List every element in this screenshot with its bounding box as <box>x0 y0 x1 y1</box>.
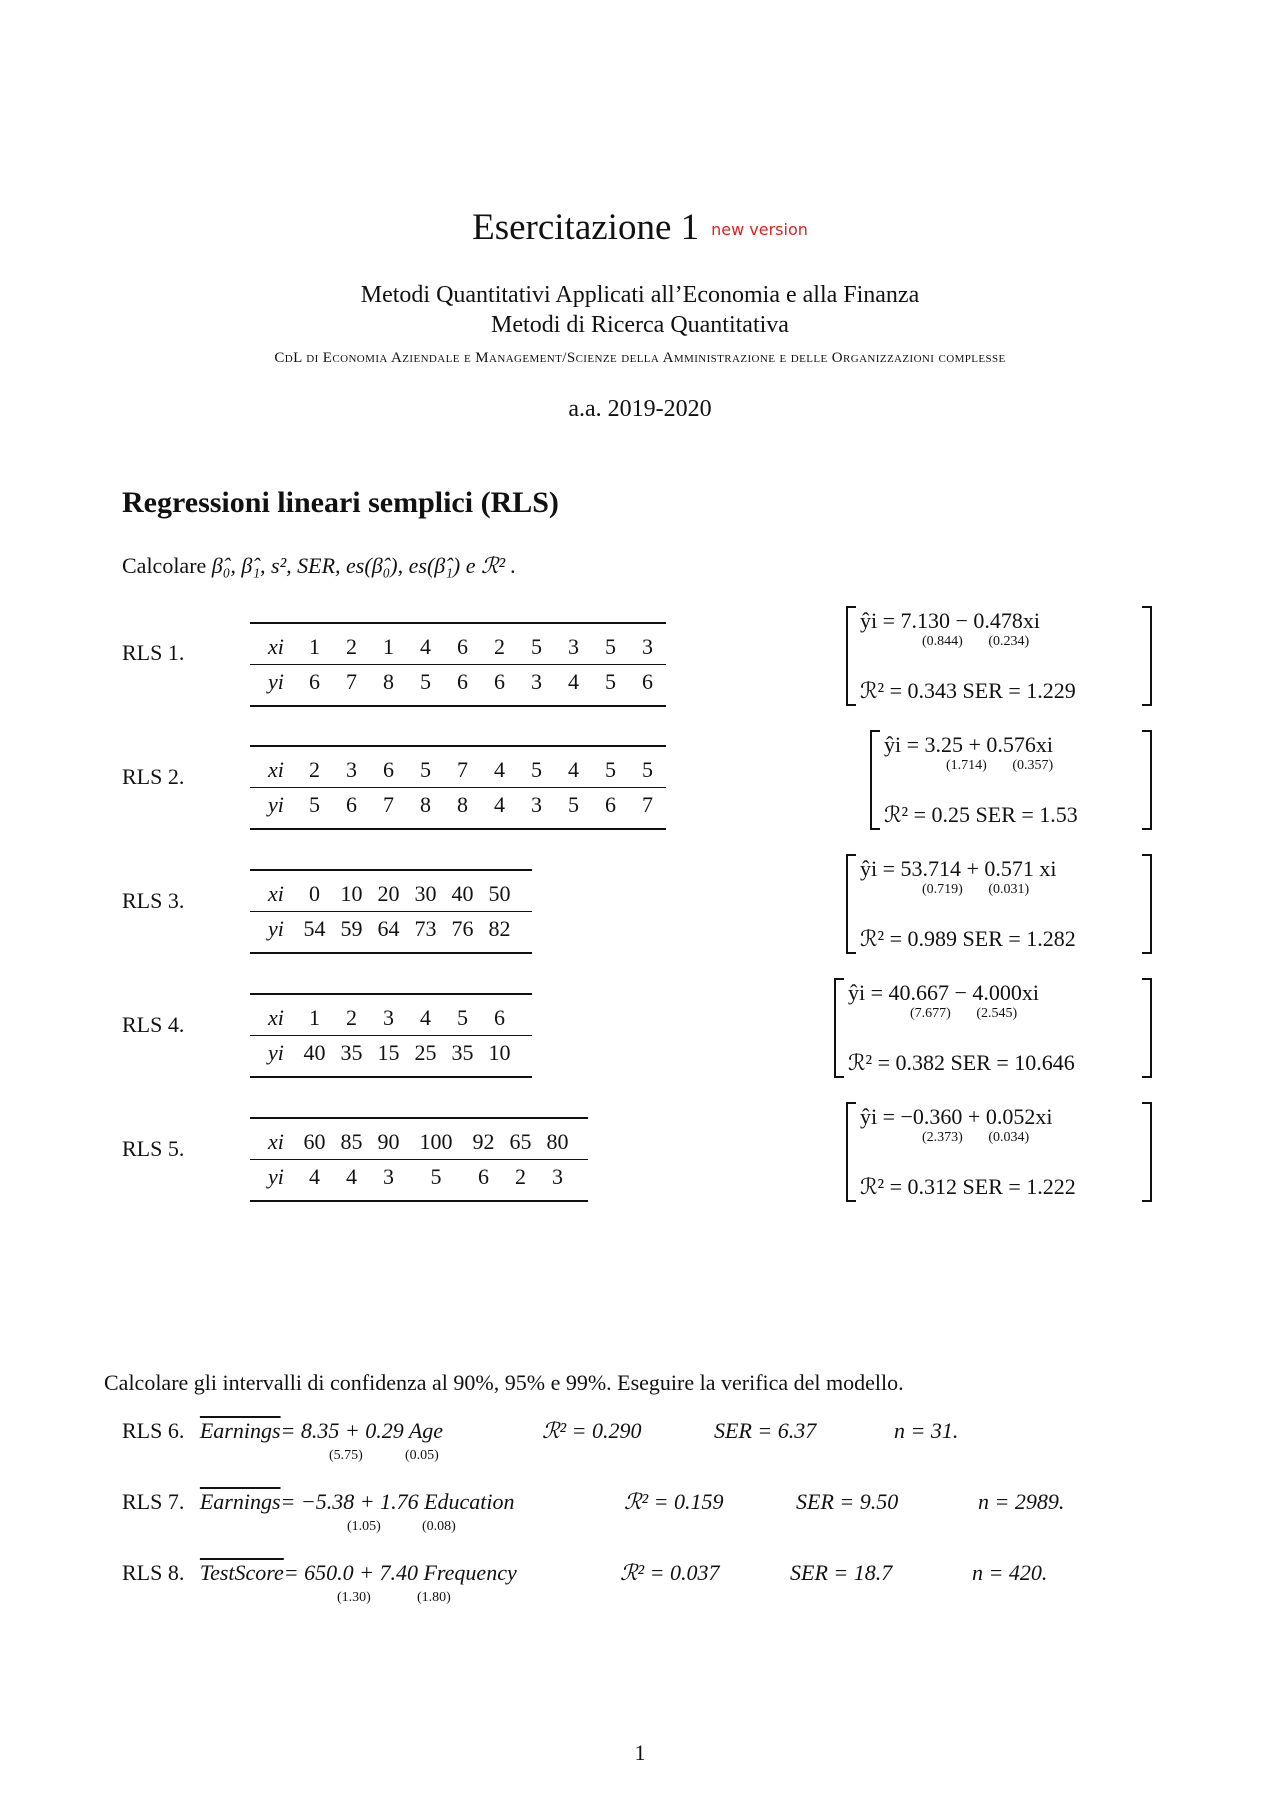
x-value: 80 <box>539 1118 576 1160</box>
y-value: 3 <box>383 1164 394 1189</box>
sample-size: n = 420. <box>972 1560 1048 1585</box>
y-value: 4 <box>568 669 579 694</box>
exercise-label: RLS 4. <box>122 1012 185 1037</box>
solution-box <box>834 978 1152 1078</box>
exercise-label: RLS 8. <box>122 1560 185 1585</box>
x-value: 5 <box>407 746 444 788</box>
x-value: 1 <box>296 623 333 665</box>
x-value: 5 <box>444 994 481 1036</box>
sample-size: n = 31. <box>894 1418 959 1443</box>
x-value: 20 <box>370 870 407 912</box>
y-value: 2 <box>515 1164 526 1189</box>
x-value: 1 <box>296 994 333 1036</box>
y-value: 40 <box>303 1040 326 1065</box>
se-intercept: (1.30) <box>337 1590 371 1605</box>
x-value: 40 <box>444 870 481 912</box>
regression-rhs: = 8.35 + 0.29 Age <box>280 1418 444 1443</box>
x-value: 5 <box>629 746 666 788</box>
x-value: 3 <box>370 994 407 1036</box>
regression-equation: ŷi = −0.360 + 0.052xi <box>860 1104 1053 1129</box>
exercise-label: RLS 5. <box>122 1136 185 1161</box>
y-value: 6 <box>309 669 320 694</box>
data-table <box>250 622 666 707</box>
instruction-terms: β̂₀, β̂₁, s², SER, es(β̂₀), es(β̂₁) e ℛ² . <box>211 553 517 578</box>
data-table <box>250 1117 588 1202</box>
se-slope: (0.05) <box>405 1448 439 1463</box>
fit-statistics: ℛ² = 0.382 SER = 10.646 <box>848 1050 1075 1075</box>
y-value: 10 <box>488 1040 511 1065</box>
x-value: 92 <box>465 1118 502 1160</box>
y-value: 35 <box>340 1040 363 1065</box>
x-value: 1 <box>370 623 407 665</box>
solution-box <box>846 854 1152 954</box>
y-value: 35 <box>451 1040 474 1065</box>
x-value: 50 <box>481 870 518 912</box>
solution-box <box>846 606 1152 706</box>
y-value: 73 <box>414 916 437 941</box>
solution-box <box>870 730 1152 830</box>
x-value: 65 <box>502 1118 539 1160</box>
x-value: 90 <box>370 1118 407 1160</box>
regression-rhs: = −5.38 + 1.76 Education <box>280 1489 515 1514</box>
title-text: Esercitazione 1 <box>472 207 700 248</box>
dependent-variable: Earnings <box>199 1418 281 1443</box>
x-value: 4 <box>407 623 444 665</box>
se-slope: (1.80) <box>417 1590 451 1605</box>
sample-size: n = 2989. <box>978 1489 1065 1514</box>
fit-statistics: ℛ² = 0.343 SER = 1.229 <box>860 678 1076 703</box>
page-number: 1 <box>634 1740 646 1765</box>
y-value: 5 <box>420 669 431 694</box>
x-value: 7 <box>444 746 481 788</box>
y-value: 7 <box>642 792 653 817</box>
ser-value: SER = 18.7 <box>790 1560 893 1585</box>
standard-errors: (0.719) (0.031) <box>922 882 1030 897</box>
x-value: 5 <box>592 746 629 788</box>
y-header: yi <box>268 916 284 941</box>
y-value: 8 <box>457 792 468 817</box>
x-value: 30 <box>407 870 444 912</box>
x-value: 85 <box>333 1118 370 1160</box>
y-value: 3 <box>531 792 542 817</box>
regression-equation: ŷi = 3.25 + 0.576xi <box>884 732 1054 757</box>
exercise-label: RLS 6. <box>122 1418 185 1443</box>
x-value: 60 <box>296 1118 333 1160</box>
dependent-variable: Earnings <box>199 1489 281 1514</box>
section-title: Regressioni lineari semplici (RLS) <box>122 486 559 519</box>
y-value: 6 <box>457 669 468 694</box>
y-value: 7 <box>383 792 394 817</box>
data-table <box>250 745 666 830</box>
y-value: 8 <box>420 792 431 817</box>
y-value: 15 <box>377 1040 400 1065</box>
y-value: 5 <box>568 792 579 817</box>
x-header: xi <box>250 1118 296 1160</box>
regression-row <box>122 1418 959 1463</box>
fit-statistics: ℛ² = 0.25 SER = 1.53 <box>884 802 1078 827</box>
section-instruction <box>122 553 516 579</box>
x-value: 5 <box>592 623 629 665</box>
x-value: 4 <box>555 746 592 788</box>
standard-errors: (7.677) (2.545) <box>910 1006 1018 1021</box>
regression-equation: ŷi = 7.130 − 0.478xi <box>860 608 1041 633</box>
y-value: 3 <box>531 669 542 694</box>
x-value: 4 <box>481 746 518 788</box>
y-value: 6 <box>605 792 616 817</box>
x-value: 2 <box>333 994 370 1036</box>
r-squared: ℛ² = 0.037 <box>620 1560 720 1585</box>
y-value: 4 <box>309 1164 320 1189</box>
x-value: 3 <box>555 623 592 665</box>
fit-statistics: ℛ² = 0.989 SER = 1.282 <box>860 926 1076 951</box>
data-table <box>250 869 532 954</box>
x-value: 5 <box>518 746 555 788</box>
y-header: yi <box>268 669 284 694</box>
y-value: 6 <box>494 669 505 694</box>
y-value: 4 <box>346 1164 357 1189</box>
page-title <box>0 206 1280 249</box>
y-value: 64 <box>377 916 400 941</box>
regression-rhs: = 650.0 + 7.40 Frequency <box>283 1560 517 1585</box>
se-slope: (0.08) <box>422 1519 456 1534</box>
regression-equation: ŷi = 40.667 − 4.000xi <box>848 980 1040 1005</box>
standard-errors: (0.844) (0.234) <box>922 634 1030 649</box>
y-value: 8 <box>383 669 394 694</box>
y-header: yi <box>268 792 284 817</box>
y-value: 6 <box>478 1164 489 1189</box>
exercise-label: RLS 7. <box>122 1489 185 1514</box>
regression-row <box>122 1489 1065 1534</box>
x-value: 0 <box>296 870 333 912</box>
version-tag: new version <box>711 220 808 239</box>
y-value: 25 <box>414 1040 437 1065</box>
course-line-2: Metodi di Ricerca Quantitativa <box>491 312 789 338</box>
x-value: 2 <box>481 623 518 665</box>
x-header: xi <box>250 746 296 788</box>
exercise-label: RLS 3. <box>122 888 185 913</box>
y-value: 7 <box>346 669 357 694</box>
course-line-1: Metodi Quantitativi Applicati all’Economia e alla Finanza <box>360 282 920 308</box>
x-value: 6 <box>370 746 407 788</box>
standard-errors: (2.373) (0.034) <box>922 1130 1030 1145</box>
y-value: 4 <box>494 792 505 817</box>
x-value: 3 <box>629 623 666 665</box>
regression-row <box>122 1560 1048 1605</box>
solution-box <box>846 1102 1152 1202</box>
y-value: 3 <box>552 1164 563 1189</box>
y-value: 59 <box>340 916 363 941</box>
confidence-instruction: Calcolare gli intervalli di confidenza al 90%, 95% e 99%. Eseguire la verifica del modello. <box>104 1370 904 1395</box>
y-header: yi <box>268 1164 284 1189</box>
x-header: xi <box>250 623 296 665</box>
fit-statistics: ℛ² = 0.312 SER = 1.222 <box>860 1174 1076 1199</box>
y-value: 6 <box>642 669 653 694</box>
y-value: 5 <box>430 1164 442 1189</box>
y-value: 6 <box>346 792 357 817</box>
se-intercept: (1.05) <box>347 1519 381 1534</box>
x-value: 10 <box>333 870 370 912</box>
y-value: 54 <box>303 916 326 941</box>
x-value: 5 <box>518 623 555 665</box>
ser-value: SER = 9.50 <box>796 1489 899 1514</box>
cdl-line: CdL di Economia Aziendale e Management/Scienze della Amministrazione e delle Organizzazioni complesse <box>274 350 1006 366</box>
data-table <box>250 993 532 1078</box>
r-squared: ℛ² = 0.290 <box>542 1418 642 1443</box>
x-value: 100 <box>407 1118 465 1160</box>
x-value: 3 <box>333 746 370 788</box>
se-intercept: (5.75) <box>329 1448 363 1463</box>
y-header: yi <box>268 1040 284 1065</box>
instruction-prefix: Calcolare <box>122 553 207 578</box>
exercise-label: RLS 2. <box>122 764 185 789</box>
y-value: 5 <box>309 792 320 817</box>
x-header: xi <box>250 870 296 912</box>
r-squared: ℛ² = 0.159 <box>624 1489 724 1514</box>
y-value: 76 <box>451 916 474 941</box>
y-value: 5 <box>605 669 616 694</box>
x-value: 2 <box>296 746 333 788</box>
y-value: 82 <box>488 916 511 941</box>
x-header: xi <box>250 994 296 1036</box>
x-value: 4 <box>407 994 444 1036</box>
regression-equation: ŷi = 53.714 + 0.571 xi <box>860 856 1057 881</box>
x-value: 6 <box>481 994 518 1036</box>
x-value: 2 <box>333 623 370 665</box>
x-value: 6 <box>444 623 481 665</box>
exercise-label: RLS 1. <box>122 640 185 665</box>
dependent-variable: TestScore <box>199 1560 284 1585</box>
standard-errors: (1.714) (0.357) <box>946 758 1054 773</box>
academic-year: a.a. 2019-2020 <box>568 396 712 422</box>
ser-value: SER = 6.37 <box>714 1418 817 1443</box>
